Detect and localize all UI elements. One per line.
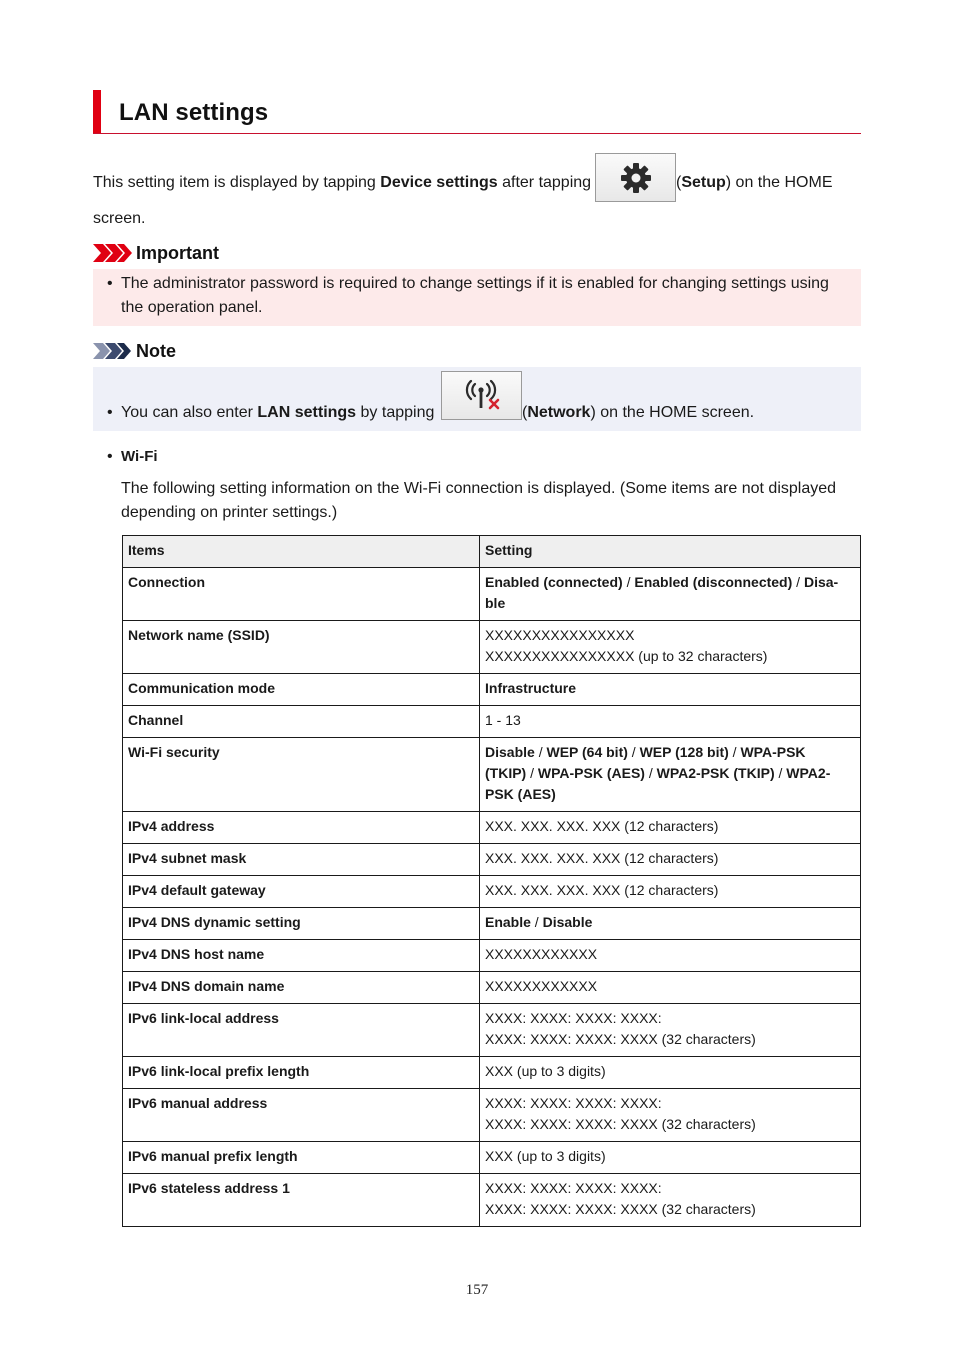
setup-icon-button [595,153,676,202]
important-heading: Important [136,243,219,263]
option: Disable [485,744,535,760]
setting-line: XXXXXXXXXXXXXXXX (up to 32 characters) [485,648,768,664]
option: WEP (64 bit) [546,744,628,760]
row-item: Connection [123,568,480,621]
bullet-dot: • [107,404,113,421]
network-label: Network [527,404,591,421]
row-item: IPv4 subnet mask [123,844,480,876]
option: PSK (AES) [485,786,556,802]
setting-line: XXXX: XXXX: XXXX: XXXX (32 characters) [485,1031,756,1047]
page-number: 157 [465,1282,489,1298]
option: (TKIP) [485,765,527,781]
row-item: IPv4 address [123,812,480,844]
device-settings-label: Device settings [380,174,498,191]
table-row [123,876,861,908]
table-row [123,1089,861,1142]
row-item: IPv6 manual address [123,1089,480,1142]
note-text-part: You can also enter [121,404,258,421]
note-text-part: ( [522,404,528,421]
wifi-description [121,477,861,525]
wifi-description-line: The following setting information on the Wi-Fi connection is displayed. (Some items are not displayed [121,480,837,497]
row-setting: Infrastructure [480,674,861,706]
important-text-line: The administrator password is required to change settings if it is enabled for changing settings using [121,275,829,292]
option: WEP (128 bit) [639,744,729,760]
row-setting [480,1089,861,1142]
option: WPA2- [786,765,831,781]
option: Disable [542,914,593,930]
setting-line: XXXX: XXXX: XXXX: XXXX (32 characters) [485,1201,756,1217]
row-setting: XXX (up to 3 digits) [480,1057,861,1089]
row-setting [480,1004,861,1057]
table-row [123,908,861,940]
table-row [123,1174,861,1227]
setting-line: XXXX: XXXX: XXXX: XXXX: [485,1095,662,1111]
option: Enabled (disconnected) [634,574,793,590]
intro-text: ( [676,174,682,191]
option: WPA-PSK [740,744,806,760]
lan-settings-label: LAN settings [257,404,357,421]
header-setting: Setting [480,536,861,568]
row-setting: Enable / Disable [480,908,861,940]
row-setting: XXX. XXX. XXX. XXX (12 characters) [480,844,861,876]
row-item: IPv6 link-local prefix length [123,1057,480,1089]
table-row [123,674,861,706]
table-header-row [123,536,861,568]
row-setting: XXXXXXXXXXXX [480,972,861,1004]
row-setting: XXX. XXX. XXX. XXX (12 characters) [480,876,861,908]
important-chevron-icon [93,244,133,262]
table-row [123,1057,861,1089]
note-text-part: ) on the HOME screen. [590,404,755,421]
wireless-network-disconnected-icon [442,372,521,419]
note-heading: Note [136,341,176,361]
intro-line-1 [93,153,863,203]
setup-label: Setup [681,174,726,191]
table-row [123,972,861,1004]
row-item: IPv4 default gateway [123,876,480,908]
row-item: Wi-Fi security [123,738,480,812]
option: WPA-PSK (AES) [537,765,645,781]
table-row [123,1004,861,1057]
table-row [123,1142,861,1174]
table-row [123,738,861,812]
wifi-settings-table [122,535,861,1227]
row-item: IPv6 manual prefix length [123,1142,480,1174]
header-items: Items [123,536,480,568]
note-text [121,371,861,421]
row-setting: XXX. XXX. XXX. XXX (12 characters) [480,812,861,844]
important-text [121,272,856,320]
table-row [123,940,861,972]
title-block [93,90,861,134]
setting-line: XXXXXXXXXXXXXXXX [485,627,635,643]
table-row [123,621,861,674]
title-accent-bar [93,90,101,133]
note-chevron-icon [93,343,133,359]
row-setting: Disable / WEP (64 bit) / WEP (128 bit) / WPA-PSK (TKIP) / WPA-PSK (AES) / WPA2-PSK (TKIP) / WPA2- PSK (AES) [480,738,861,812]
row-setting: 1 - 13 [480,706,861,738]
row-item: Network name (SSID) [123,621,480,674]
option: Enabled (connected) [485,574,623,590]
table-row [123,844,861,876]
gear-icon [596,154,675,201]
wifi-heading: Wi-Fi [121,448,158,465]
row-setting: Enabled (connected) / Enabled (disconnected) / Disa- ble [480,568,861,621]
row-setting: XXXXXXXXXXXX [480,940,861,972]
row-setting: XXX (up to 3 digits) [480,1142,861,1174]
setting-line: XXXX: XXXX: XXXX: XXXX: [485,1180,662,1196]
option: WPA2-PSK (TKIP) [656,765,775,781]
row-item: Communication mode [123,674,480,706]
setting-line: XXXX: XXXX: XXXX: XXXX (32 characters) [485,1116,756,1132]
bullet-dot: • [107,275,113,292]
option: Enable [485,914,531,930]
table-row [123,812,861,844]
note-text-part: by tapping [356,404,435,421]
network-icon-button [441,371,522,420]
intro-line-2: screen. [93,210,146,227]
intro-text: ) on the HOME [725,174,833,191]
option: ble [485,595,506,611]
option: Disa- [803,574,839,590]
row-item: IPv4 DNS dynamic setting [123,908,480,940]
wifi-description-line: depending on printer settings.) [121,504,338,521]
table-row [123,568,861,621]
row-item: IPv6 stateless address 1 [123,1174,480,1227]
page-title: LAN settings [119,99,269,126]
row-setting [480,1174,861,1227]
row-item: Channel [123,706,480,738]
important-text-line: the operation panel. [121,299,263,316]
bullet-dot: • [107,448,113,465]
setting-line: XXXX: XXXX: XXXX: XXXX: [485,1010,662,1026]
row-setting [480,621,861,674]
row-item: IPv4 DNS host name [123,940,480,972]
intro-text: after tapping [497,174,592,191]
row-item: IPv6 link-local address [123,1004,480,1057]
table-row [123,706,861,738]
row-item: IPv4 DNS domain name [123,972,480,1004]
intro-text: This setting item is displayed by tapping [93,174,381,191]
